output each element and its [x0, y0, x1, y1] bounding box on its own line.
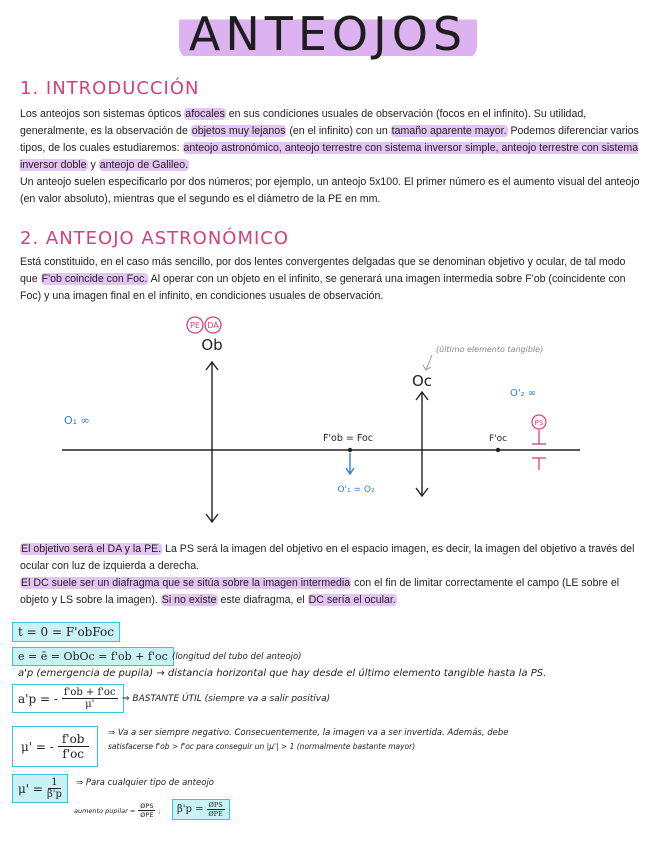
- formula-e: e = ē = ObOc = f'ob + f'oc: [12, 647, 174, 666]
- formula-mu-note-1: ⇒ Va a ser siempre negativo. Consecuentemente, la imagen va a ser invertida. Además, debe: [108, 728, 509, 738]
- section-heading-anteojo-astronomico: 2. ANTEOJO ASTRONÓMICO: [20, 228, 290, 249]
- focus-point-fob: [348, 448, 352, 452]
- formula-t: t = 0 = F'obFoc: [12, 622, 120, 642]
- highlight: tamaño aparente mayor.: [391, 125, 507, 137]
- page-title: ANTEOJOS: [179, 8, 477, 60]
- highlight: anteojo de Galileo.: [99, 159, 189, 171]
- formula-ap: a'p = - f'ob + f'oc μ': [12, 684, 124, 713]
- formula-beta-p: β'p = ØPS ØPE: [172, 799, 230, 820]
- formula-mu-beta: μ' = $\frac{1}{\beta'p}$: [12, 774, 68, 803]
- highlight: Si no existe: [161, 594, 217, 606]
- formula-ap-note: a'p (emergencia de pupila) → distancia horizontal que hay desde el último elemento tangible hasta la PS.: [18, 668, 547, 679]
- highlight: anteojo astronómico, anteojo terrestre con sistema inversor simple, anteojo terrestre con sistema inversor doble: [20, 142, 639, 171]
- formula-aumento-pupilar: aumento pupilar = ØPS ØPE ;: [74, 802, 161, 819]
- intro-paragraph: Los anteojos son sistemas ópticos afocales en sus condiciones usuales de observación (focos en el infinito). Su utilidad, generalmente, es la observación de objetos muy lejanos (en el infinito) con un tamaño aparente mayor. Podemos diferenciar varios tipos, de los cuales estudiaremos: anteojo astronómico, anteojo terrestre con sistema inversor simple, anteojo terrestre con sistema inversor doble y anteojo de Galileo.: [20, 108, 639, 171]
- label-ob: Ob: [201, 336, 223, 354]
- section-heading-introduccion: 1. INTRODUCCIÓN: [20, 78, 200, 99]
- pe-badge: PE: [190, 321, 200, 330]
- highlight: F'ob coincide con Foc.: [41, 273, 148, 285]
- highlight: El objetivo será el DA y la PE.: [21, 543, 162, 555]
- label-o2-infinity: O'₂ ∞: [510, 388, 537, 399]
- diafragmas-paragraph: El objetivo será el DA y la PE. La PS será la imagen del objetivo en el espacio imagen, es decir, la imagen del objetivo a través del ocular con luz de izquierda a derecha. El DC suele ser un diafragma que se sitúa sobre la imagen intermedia con el fin de limitar correctamente el campo (LE sobre el objeto y LS sobre la imagen). Si no existe este diafragma, el DC sería el ocular.: [20, 543, 635, 606]
- label-fpoc: F'oc: [488, 434, 508, 444]
- formula-mu-beta-note: ⇒ Para cualquier tipo de anteojo: [76, 778, 215, 788]
- label-o1p-o2: O'₁ = O₂: [337, 485, 375, 495]
- ps-badge: PS: [534, 419, 544, 427]
- label-o1-infinity: O₁ ∞: [64, 414, 90, 427]
- highlight: objetos muy lejanos: [191, 125, 286, 137]
- label-oc: Oc: [411, 372, 433, 390]
- label-fob-foc: F'ob = Foc: [322, 433, 374, 444]
- page-title-wrap: [0, 8, 656, 60]
- label-ultimo-elemento: (último elemento tangible): [436, 345, 544, 354]
- astronomico-paragraph: Está constituido, en el caso más sencillo, por dos lentes convergentes delgadas que se denominan objetivo y ocular, de tal modo que F'ob coincide con Foc. Al operar con un objeto en el infinito, se generará una imagen intermedia sobre F'ob (coincidente con Foc) y una imagen final en el infinito, en condiciones usuales de observación.: [20, 256, 626, 302]
- focus-point-fpoc: [496, 448, 500, 452]
- optical-diagram: [0, 310, 656, 535]
- formula-mu: μ' = - f'ob f'oc: [12, 726, 98, 767]
- formula-mu-note-2: satisfacerse f'ob > f'oc para conseguir un |μ'| > 1 (normalmente bastante mayor): [108, 742, 416, 751]
- highlight: DC sería el ocular.: [308, 594, 396, 606]
- intro-paragraph-2: Un anteojo suelen especificarlo por dos números; por ejemplo, un anteojo 5x100. El primer número es el aumento visual del anteojo (en valor absoluto), mientras que el segundo es el diámetro de la PE en mm.: [20, 176, 640, 205]
- highlight: El DC suele ser un diafragma que se sitúa sobre la imagen intermedia: [21, 577, 351, 589]
- highlight: afocales: [185, 108, 225, 120]
- da-badge: DA: [207, 321, 219, 330]
- formula-ap-useful: ⇒ BASTANTE ÚTIL (siempre va a salir positiva): [122, 694, 331, 704]
- formula-e-note: (longitud del tubo del anteojo): [172, 652, 302, 662]
